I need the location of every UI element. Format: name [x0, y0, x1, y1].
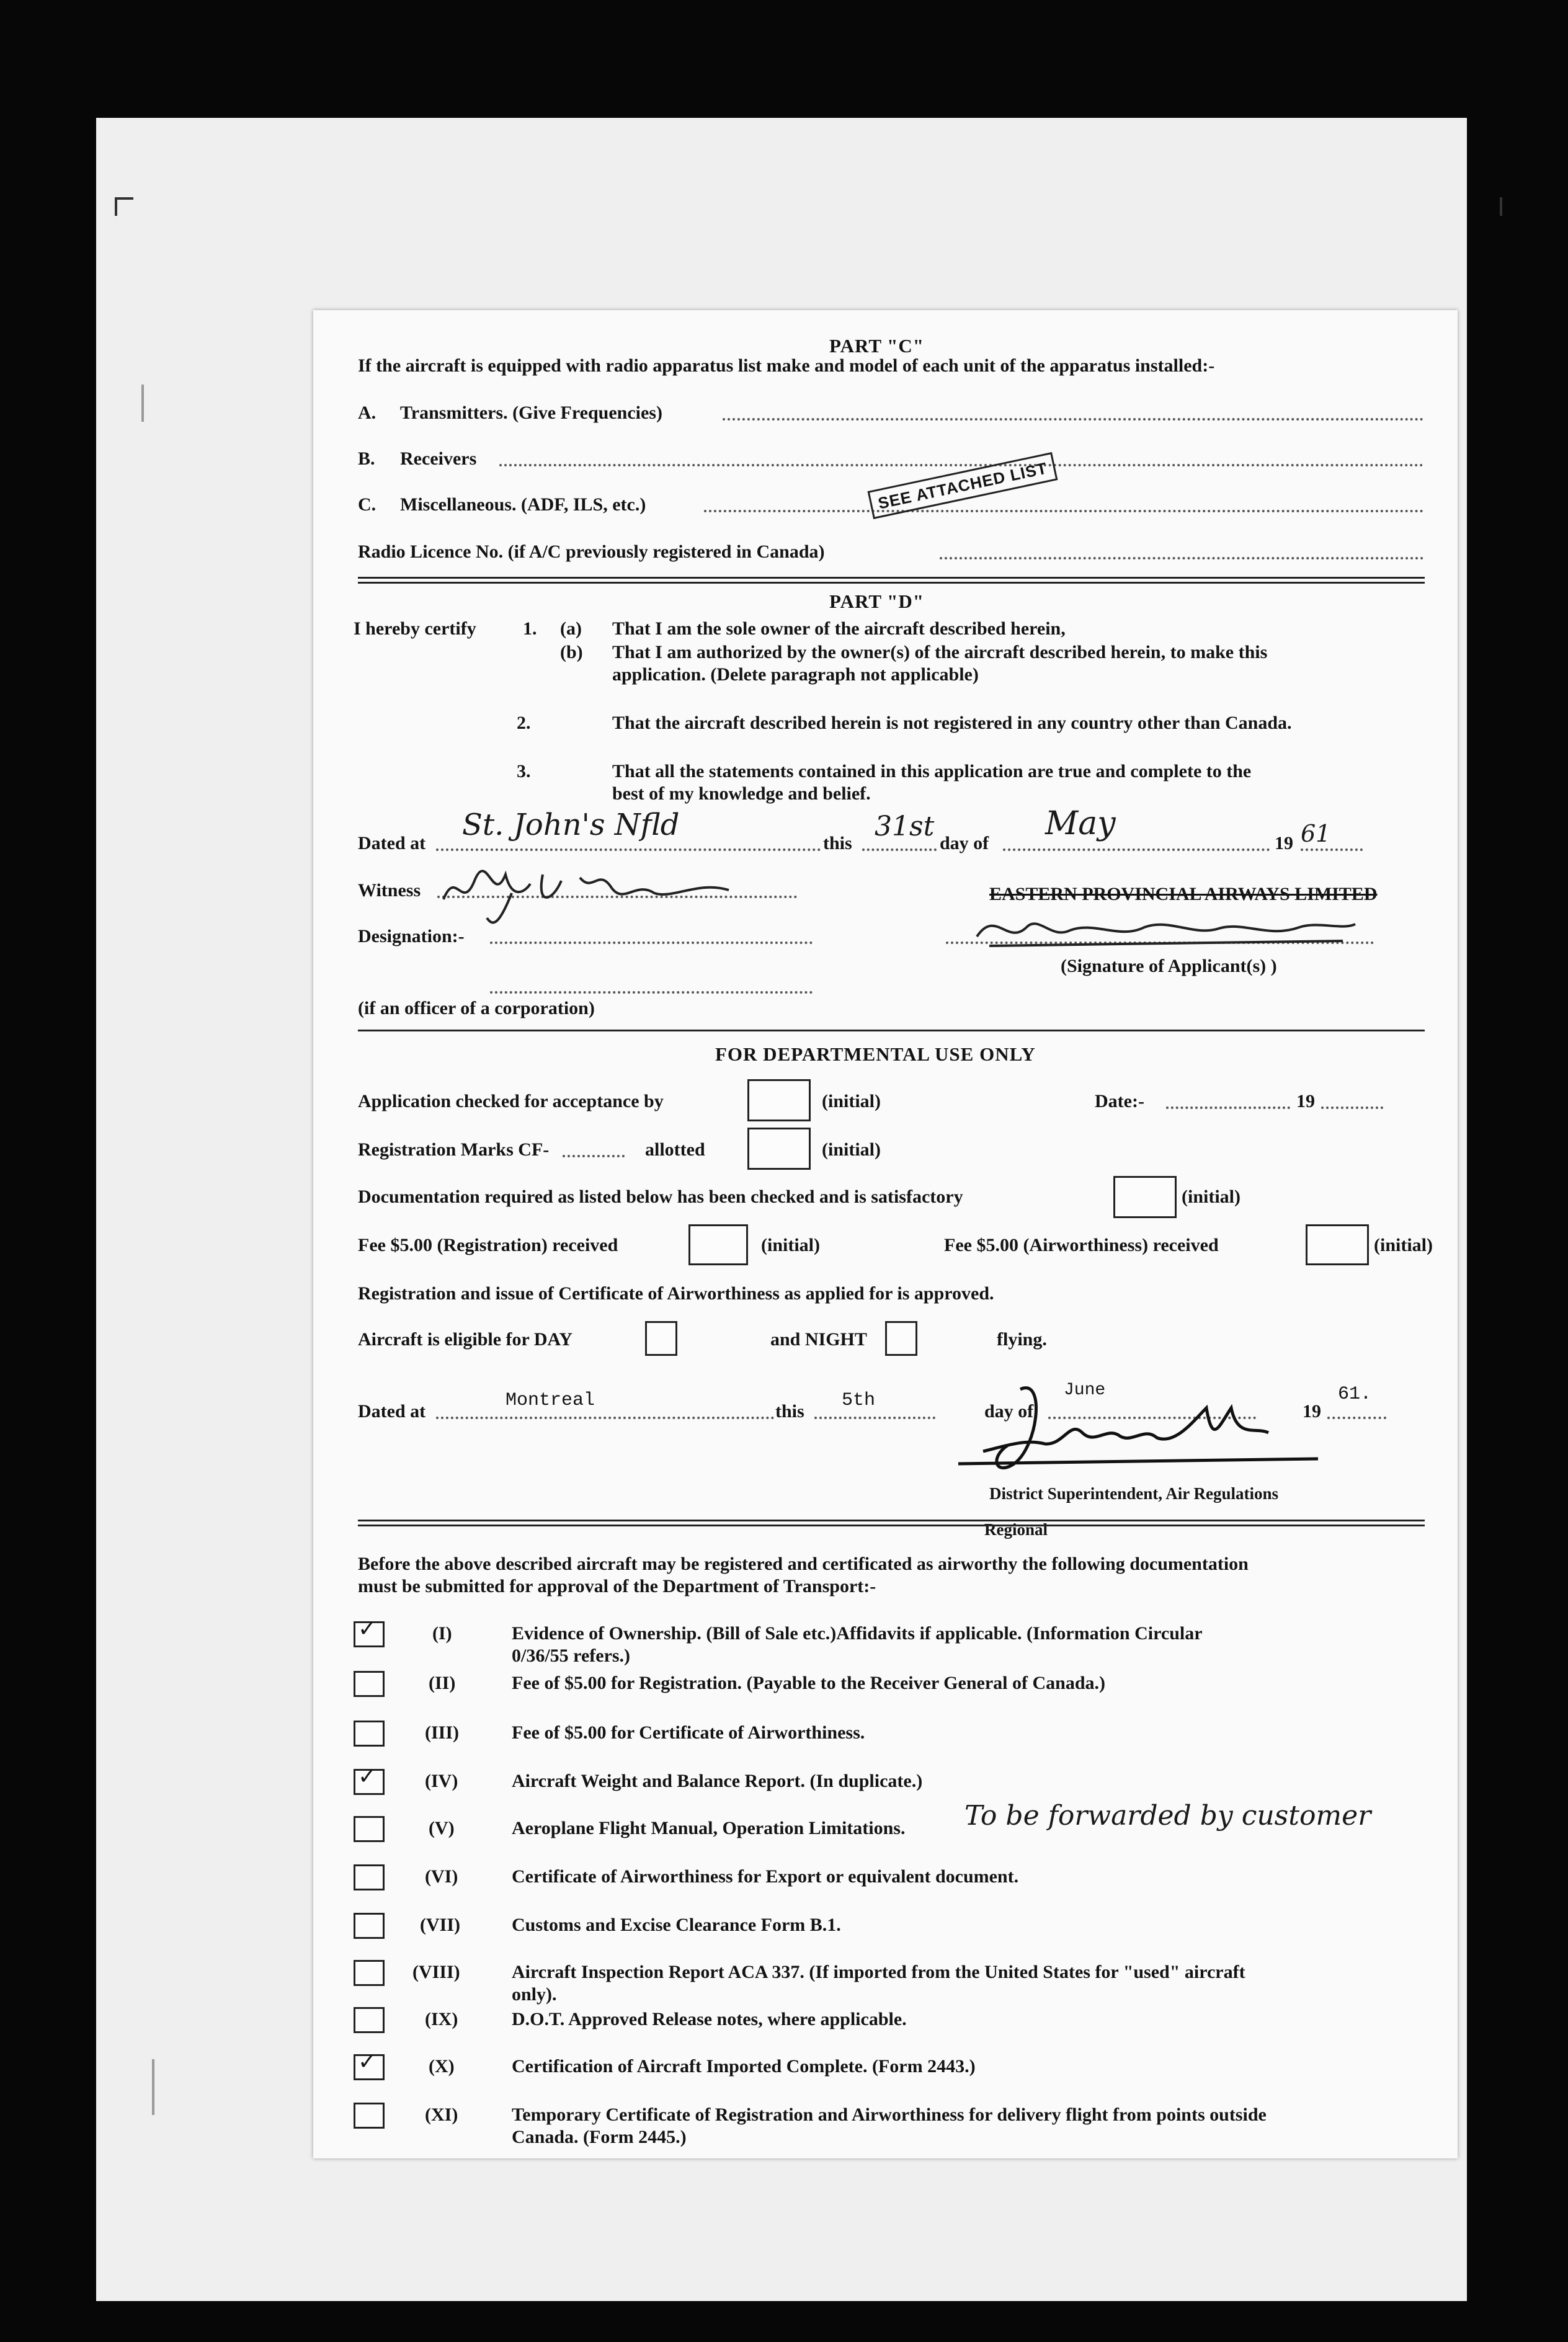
- registration-approved-text: Registration and issue of Certificate of Airworthiness as applied for is approved.: [358, 1283, 994, 1304]
- reg-marks-initial-box[interactable]: [747, 1128, 811, 1170]
- item-iii-text: Fee of $5.00 for Certificate of Airworthiness.: [512, 1722, 865, 1743]
- item-vi-checkbox[interactable]: [354, 1864, 385, 1890]
- item-iii-checkbox[interactable]: [354, 1721, 385, 1747]
- crop-mark-left: [141, 385, 144, 422]
- item-vi-text: Certificate of Airworthiness for Export or equivalent document.: [512, 1866, 1019, 1887]
- row-b-label: Receivers: [400, 448, 477, 469]
- item-xi-text: Temporary Certificate of Registration and Airworthiness for delivery flight from points outside: [512, 2104, 1267, 2125]
- item-v-checkbox[interactable]: [354, 1816, 385, 1842]
- documentation-initial-box[interactable]: [1113, 1176, 1177, 1218]
- flying-label: flying.: [997, 1329, 1047, 1350]
- reg-marks-line: [563, 1155, 625, 1157]
- reg-marks-label: Registration Marks CF-: [358, 1139, 550, 1160]
- fee-airworthiness-box[interactable]: [1306, 1224, 1369, 1265]
- handwritten-day: 31st: [875, 811, 935, 842]
- part-d-heading: PART "D": [829, 590, 924, 612]
- divider: [358, 1030, 1425, 1031]
- item-ii-checkbox[interactable]: [354, 1671, 385, 1697]
- witness-signature: [437, 856, 785, 930]
- item-vii-text: Customs and Excise Clearance Form B.1.: [512, 1915, 841, 1935]
- item-iv-text: Aircraft Weight and Balance Report. (In duplicate.): [512, 1771, 923, 1791]
- clause-b-text: That I am authorized by the owner(s) of the aircraft described herein, to make this: [612, 642, 1268, 662]
- handwritten-note: To be forwarded by customer: [964, 1800, 1371, 1832]
- superintendent-label: District Superintendent, Air Regulations: [989, 1484, 1279, 1503]
- date-year-line: [1321, 1106, 1383, 1109]
- item-x-number: (X): [429, 2056, 455, 2077]
- fee-registration-box[interactable]: [688, 1224, 748, 1265]
- dated-at-line: [436, 848, 821, 851]
- item-v-number: (V): [429, 1818, 455, 1838]
- designation-line: [490, 942, 813, 944]
- fee-airworthiness-label: Fee $5.00 (Airworthiness) received: [944, 1235, 1219, 1255]
- designation-label: Designation:-: [358, 926, 465, 946]
- item-xi-number: (XI): [425, 2104, 458, 2125]
- item-i-text-2: 0/36/55 refers.): [512, 1645, 631, 1666]
- docs-intro: Before the above described aircraft may be registered and certificated as airworthy the following documentation: [358, 1554, 1249, 1574]
- part-c-intro: If the aircraft is equipped with radio apparatus list make and model of each unit of the apparatus installed:-: [358, 355, 1215, 376]
- crop-mark-left: [152, 2059, 154, 2115]
- radio-licence-line: [940, 557, 1423, 559]
- typed-day: 5th: [842, 1390, 876, 1411]
- clause-3-text-2: best of my knowledge and belief.: [612, 783, 871, 804]
- item-viii-text-2: only).: [512, 1984, 557, 2005]
- departmental-heading: FOR DEPARTMENTAL USE ONLY: [715, 1043, 1036, 1065]
- eligible-day-label: Aircraft is eligible for DAY: [358, 1329, 573, 1350]
- year-prefix: 19: [1303, 1401, 1321, 1422]
- item-xi-checkbox[interactable]: [354, 2103, 385, 2129]
- item-v-text: Aeroplane Flight Manual, Operation Limitations.: [512, 1818, 906, 1838]
- dept-dated-at-line: [436, 1417, 774, 1419]
- item-x-checkbox[interactable]: [354, 2049, 385, 2080]
- handwritten-year: 61: [1301, 820, 1331, 847]
- row-c-letter: C.: [358, 494, 376, 515]
- item-iv-checkbox[interactable]: [354, 1764, 385, 1795]
- checkmark-icon: ✓: [358, 2049, 377, 2075]
- checkmark-icon: ✓: [358, 1764, 377, 1789]
- crop-mark-top-left: [115, 197, 117, 216]
- item-ii-text: Fee of $5.00 for Registration. (Payable to the Receiver General of Canada.): [512, 1673, 1105, 1693]
- handwritten-place: St. John's Nfld: [462, 808, 680, 842]
- this-line: [862, 848, 937, 851]
- typed-place: Montreal: [506, 1390, 595, 1411]
- item-xi-text-2: Canada. (Form 2445.): [512, 2127, 687, 2147]
- day-of-label: day of: [984, 1401, 1034, 1422]
- item-i-number: (I): [432, 1623, 452, 1644]
- typed-year: 61.: [1338, 1384, 1372, 1405]
- day-of-line: [1003, 848, 1270, 851]
- officer-line: [490, 991, 813, 994]
- clause-a-text: That I am the sole owner of the aircraft described herein,: [612, 618, 1066, 639]
- dated-at-label: Dated at: [358, 833, 426, 853]
- typed-month: June: [1064, 1381, 1106, 1400]
- item-x-text: Certification of Aircraft Imported Complete. (Form 2443.): [512, 2056, 976, 2077]
- witness-label: Witness: [358, 880, 421, 901]
- initial-label: (initial): [822, 1139, 881, 1160]
- date-label: Date:-: [1095, 1091, 1144, 1111]
- clause-b-text-2: application. (Delete paragraph not applicable): [612, 664, 979, 685]
- app-checked-initial-box[interactable]: [747, 1079, 811, 1121]
- date-year: 19: [1296, 1091, 1315, 1111]
- initial-label: (initial): [761, 1235, 820, 1255]
- item-i-text: Evidence of Ownership. (Bill of Sale etc.)Affidavits if applicable. (Information Circular: [512, 1623, 1203, 1644]
- night-checkbox[interactable]: [885, 1321, 917, 1356]
- clause-2-text: That the aircraft described herein is not registered in any country other than Canada.: [612, 713, 1292, 733]
- dept-this-line: [814, 1417, 935, 1419]
- day-checkbox[interactable]: [645, 1321, 677, 1356]
- item-ix-checkbox[interactable]: [354, 2007, 385, 2033]
- item-i-checkbox[interactable]: [354, 1616, 385, 1647]
- clause-3-text: That all the statements contained in this application are true and complete to the: [612, 761, 1252, 781]
- item-vi-number: (VI): [425, 1866, 458, 1887]
- item-ix-number: (IX): [425, 2009, 458, 2029]
- certify-label: I hereby certify: [354, 618, 476, 639]
- year-prefix: 19: [1275, 833, 1293, 853]
- date-line: [1166, 1106, 1290, 1109]
- item-ix-text: D.O.T. Approved Release notes, where applicable.: [512, 2009, 907, 2029]
- dept-year-line: [1327, 1417, 1386, 1419]
- documentation-label: Documentation required as listed below has been checked and is satisfactory: [358, 1187, 963, 1207]
- divider: [358, 1520, 1425, 1526]
- row-a-line: [723, 418, 1423, 421]
- item-viii-text: Aircraft Inspection Report ACA 337. (If imported from the United States for "used" aircraft: [512, 1962, 1245, 1982]
- app-checked-label: Application checked for acceptance by: [358, 1091, 664, 1111]
- item-viii-number: (VIII): [412, 1962, 460, 1982]
- clause-1-number: 1.: [523, 618, 537, 639]
- crop-mark-top-right: [1500, 197, 1502, 216]
- day-of-label: day of: [940, 833, 989, 853]
- row-b-letter: B.: [358, 448, 375, 469]
- superintendent-signature: [946, 1371, 1330, 1476]
- row-b-line: [499, 464, 1423, 466]
- initial-label: (initial): [822, 1091, 881, 1111]
- initial-label: (initial): [1374, 1235, 1433, 1255]
- checkmark-icon: ✓: [358, 1616, 377, 1642]
- initial-label: (initial): [1182, 1187, 1241, 1207]
- regional-label: Regional: [984, 1520, 1048, 1539]
- crop-mark-top-left: [115, 197, 133, 200]
- fee-registration-label: Fee $5.00 (Registration) received: [358, 1235, 618, 1255]
- part-c-heading: PART "C": [829, 335, 924, 357]
- this-label: this: [775, 1401, 804, 1422]
- this-label: this: [823, 833, 852, 853]
- item-vii-number: (VII): [420, 1915, 460, 1935]
- company-name: EASTERN PROVINCIAL AIRWAYS LIMITED: [989, 884, 1378, 904]
- radio-licence-label: Radio Licence No. (if A/C previously registered in Canada): [358, 541, 825, 562]
- allotted-label: allotted: [645, 1139, 705, 1160]
- clause-3-number: 3.: [517, 761, 531, 781]
- row-c-line: [704, 510, 1423, 512]
- registration-form-page: [313, 310, 1458, 2158]
- year-line: [1301, 848, 1363, 851]
- divider: [358, 577, 1425, 584]
- row-a-letter: A.: [358, 403, 376, 423]
- applicant-signature: [971, 902, 1368, 958]
- and-night-label: and NIGHT: [770, 1329, 867, 1350]
- item-vii-checkbox[interactable]: [354, 1913, 385, 1939]
- see-attached-list-stamp: SEE ATTACHED LIST: [868, 452, 1058, 519]
- row-c-label: Miscellaneous. (ADF, ILS, etc.): [400, 494, 646, 515]
- item-viii-checkbox[interactable]: [354, 1960, 385, 1986]
- handwritten-month: May: [1045, 805, 1116, 842]
- clause-a-marker: (a): [560, 618, 582, 639]
- clause-b-marker: (b): [560, 642, 583, 662]
- item-ii-number: (II): [429, 1673, 456, 1693]
- dated-at-label: Dated at: [358, 1401, 426, 1422]
- item-iv-number: (IV): [425, 1771, 458, 1791]
- officer-label: (if an officer of a corporation): [358, 998, 595, 1018]
- clause-2-number: 2.: [517, 713, 531, 733]
- item-iii-number: (III): [425, 1722, 460, 1743]
- docs-intro-2: must be submitted for approval of the Department of Transport:-: [358, 1576, 876, 1596]
- row-a-label: Transmitters. (Give Frequencies): [400, 403, 662, 423]
- signature-label: (Signature of Applicant(s) ): [1061, 956, 1277, 976]
